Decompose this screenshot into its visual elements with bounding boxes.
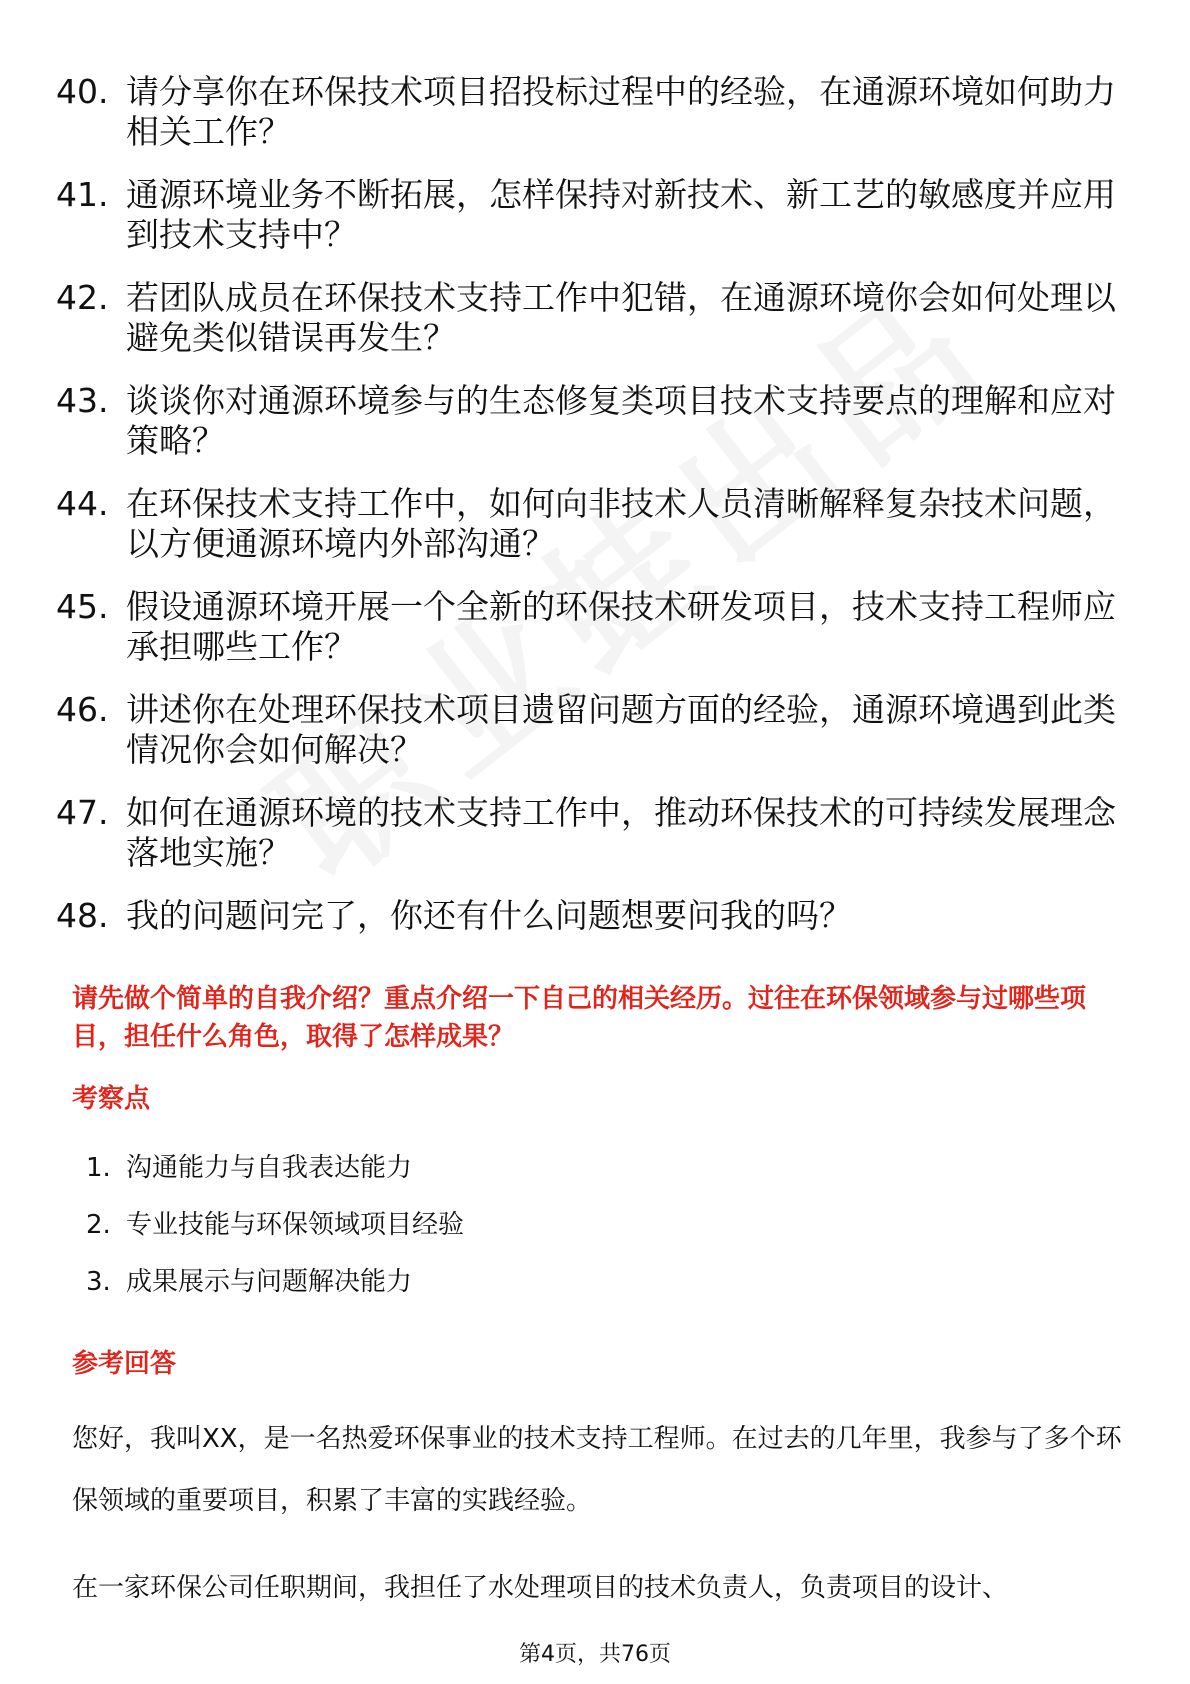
question-item [56, 690, 1136, 770]
question-text: 通源环境业务不断拓展，怎样保持对新技术、新工艺的敏感度并应用到技术支持中？ [126, 175, 1116, 254]
question-list [56, 72, 1136, 959]
question-item [56, 587, 1136, 667]
question-item [56, 72, 1136, 152]
exam-point-number: 1. [86, 1153, 111, 1183]
question-number: 40. [56, 72, 109, 111]
question-item [56, 793, 1136, 873]
question-item [56, 896, 1136, 936]
exam-points-heading: 考察点 [72, 1084, 151, 1114]
question-number: 47. [56, 793, 109, 832]
page-footer: 第4页，共76页 [519, 1642, 671, 1667]
question-number: 48. [56, 896, 109, 935]
exam-point-item [86, 1209, 464, 1241]
featured-question: 请先做个简单的自我介绍？重点介绍一下自己的相关经历。过往在环保领域参与过哪些项目，担任什么角色，取得了怎样成果？ [72, 984, 1087, 1052]
question-text: 请分享你在环保技术项目招投标过程中的经验，在通源环境如何助力相关工作？ [126, 72, 1116, 151]
answer-paragraph: 您好，我叫XX，是一名热爱环保事业的技术支持工程师。在过去的几年里，我参与了多个环保领域的重要项目，积累了丰富的实践经验。 [72, 1424, 1122, 1516]
question-number: 43. [56, 381, 109, 420]
question-text: 谈谈你对通源环境参与的生态修复类项目技术支持要点的理解和应对策略？ [126, 381, 1116, 460]
question-number: 46. [56, 690, 109, 729]
question-text: 讲述你在处理环保技术项目遗留问题方面的经验，通源环境遇到此类情况你会如何解决？ [126, 690, 1116, 769]
question-number: 42. [56, 278, 109, 317]
exam-point-item [86, 1266, 464, 1298]
question-number: 41. [56, 175, 109, 214]
question-number: 45. [56, 587, 109, 626]
question-text: 如何在通源环境的技术支持工作中，推动环保技术的可持续发展理念落地实施？ [126, 793, 1116, 872]
question-item [56, 278, 1136, 358]
exam-point-text: 专业技能与环保领域项目经验 [126, 1210, 465, 1240]
exam-point-text: 沟通能力与自我表达能力 [126, 1153, 413, 1183]
question-item [56, 175, 1136, 255]
question-text: 在环保技术支持工作中，如何向非技术人员清晰解释复杂技术问题，以方便通源环境内外部沟通？ [126, 484, 1116, 563]
answer-paragraph: 在一家环保公司任职期间，我担任了水处理项目的技术负责人，负责项目的设计、 [72, 1573, 1009, 1603]
question-text: 我的问题问完了，你还有什么问题想要问我的吗？ [126, 896, 852, 935]
question-item [56, 381, 1136, 461]
question-number: 44. [56, 484, 109, 523]
question-text: 若团队成员在环保技术支持工作中犯错，在通源环境你会如何处理以避免类似错误再发生？ [126, 278, 1116, 357]
question-item [56, 484, 1136, 564]
question-text: 假设通源环境开展一个全新的环保技术研发项目，技术支持工程师应承担哪些工作？ [126, 587, 1116, 666]
exam-point-item [86, 1152, 464, 1184]
exam-point-number: 2. [86, 1210, 111, 1240]
reference-answer-heading: 参考回答 [72, 1349, 177, 1379]
exam-point-number: 3. [86, 1267, 111, 1297]
exam-point-text: 成果展示与问题解决能力 [126, 1267, 413, 1297]
exam-points-list [86, 1152, 464, 1323]
